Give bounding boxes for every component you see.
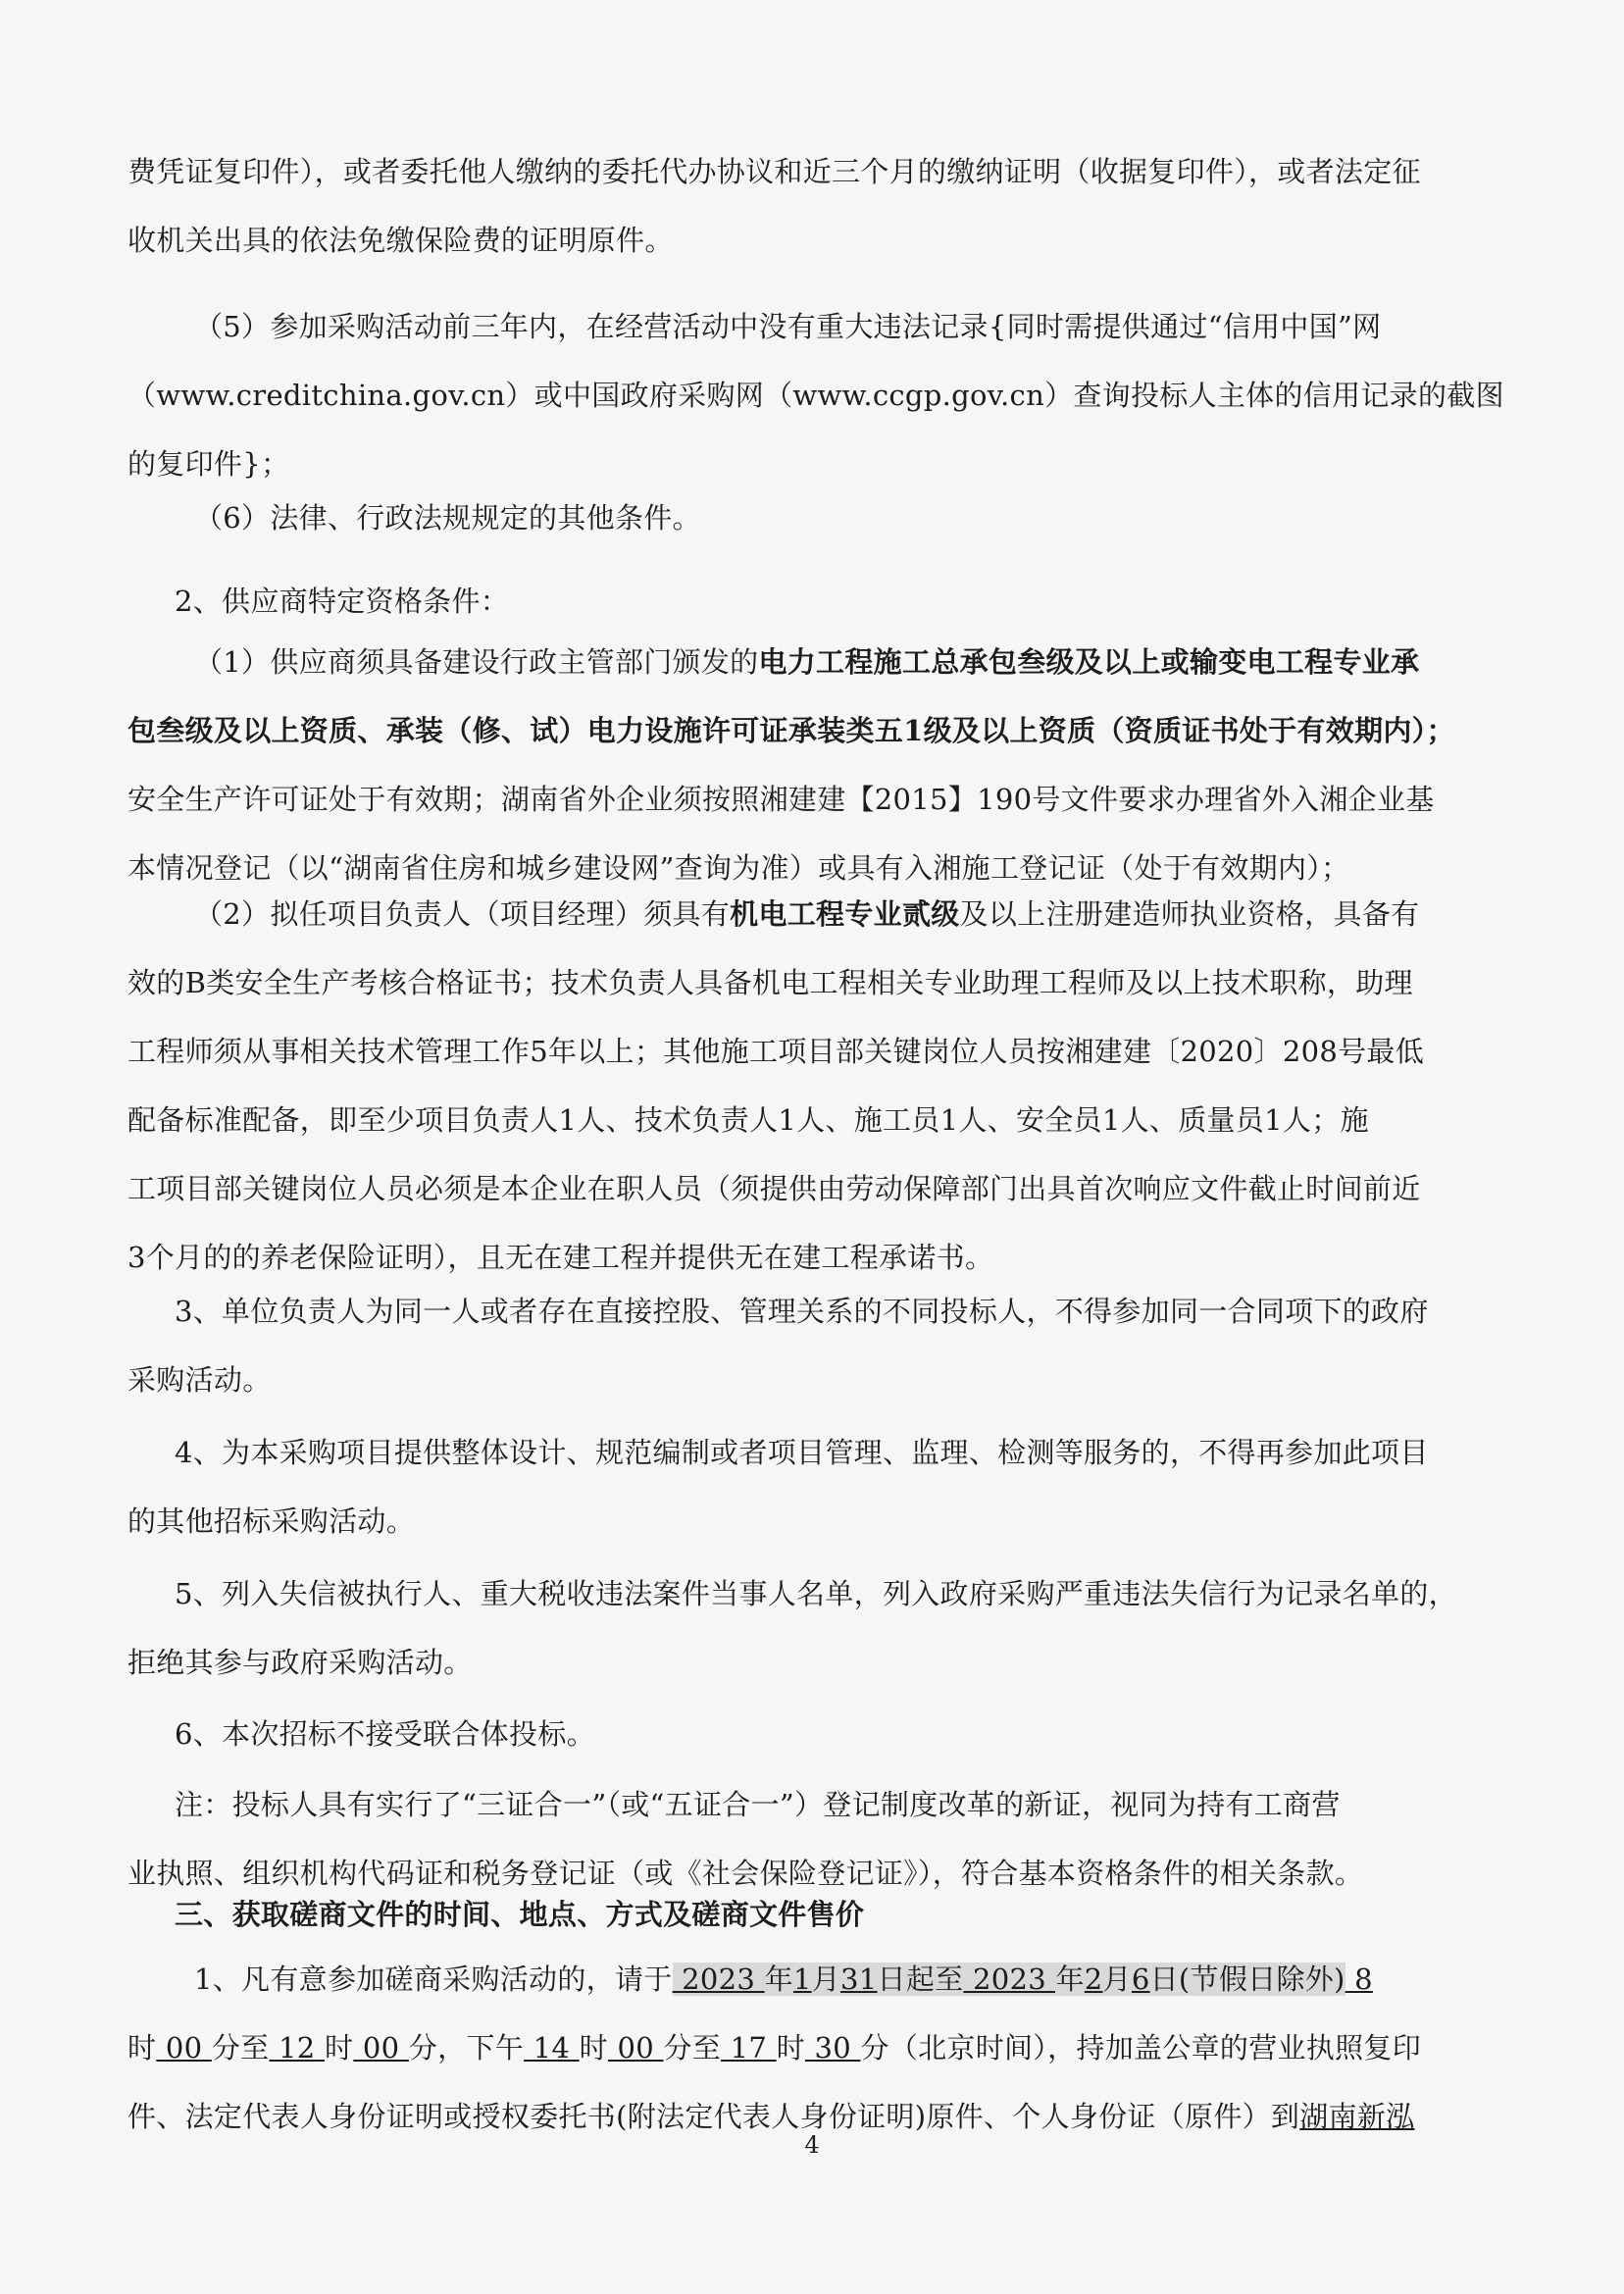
text-line: 2、供应商特定资格条件： [175,585,510,618]
morning-end-minute: 00 [353,2031,409,2065]
text-line [127,1945,1461,2014]
text-normal: 日起至 [877,1963,964,1996]
page-number: 4 [804,2131,820,2159]
section-3-title: 三、获取磋商文件的时间、地点、方式及磋商文件售价 [175,1898,865,1931]
text-normal: 年 [764,1963,793,1996]
paragraph-qualification-2 [127,880,1461,1292]
section-heading [127,1885,1461,1944]
text-normal: 件、法定代表人身份证明或授权委托书(附法定代表人身份证明)原件、个人身份证（原件）到 [127,2100,1300,2133]
text-line: 采购活动。 [127,1363,272,1397]
text-line: （www.creditchina.gov.cn）或中国政府采购网（www.ccgp.gov.cn）查询投标人主体的信用记录的截图 [127,379,1504,412]
paragraph-qualification-1 [127,628,1461,902]
text-line: 业执照、组织机构代码证和税务登记证（或《社会保险登记证》），符合基本资格条件的相关条款。 [127,1857,1364,1890]
text-line: （5）参加采购活动前三年内，在经营活动中没有重大违法记录{同时需提供通过“信用中国”网 [194,310,1382,343]
paragraph-item-4 [127,1418,1461,1555]
text-line: 5、列入失信被执行人、重大税收违法案件当事人名单，列入政府采购严重违法失信行为记录名单的， [175,1577,1457,1610]
afternoon-start-hour: 14 [524,2031,580,2065]
end-day: 6 [1131,1963,1150,1996]
start-year: 2023 [672,1963,765,1996]
morning-end-hour: 12 [269,2031,326,2065]
text-line: 的其他招标采购活动。 [127,1504,416,1538]
morning-start-hour: 8 [1345,1963,1373,1996]
paragraph-item-6 [127,484,1461,552]
text-normal: 时 [579,2031,608,2065]
paragraph-specific-qualifications [127,567,1461,636]
paragraph-acquisition-time [127,1945,1461,2151]
text-normal: （1）供应商须具备建设行政主管部门颁发的 [194,645,759,679]
text-line: 安全生产许可证处于有效期；湖南省外企业须按照湘建建【2015】190号文件要求办理省外入湘企业基 [127,783,1435,816]
text-normal: 1、凡有意参加磋商采购活动的，请于 [194,1963,673,1996]
text-bold: 电力工程施工总承包叁级及以上或输变电工程专业承 [758,645,1420,679]
text-normal: 时 [325,2031,354,2065]
end-year: 2023 [963,1963,1056,1996]
text-line: 4、为本采购项目提供整体设计、规范编制或者项目管理、监理、检测等服务的，不得再参加此项目 [175,1436,1429,1469]
text-line: 工程师须从事相关技术管理工作5年以上；其他施工项目部关键岗位人员按湘建建〔2020〕208号最低 [127,1035,1425,1068]
start-month: 1 [792,1963,812,1996]
text-bold: 机电工程专业贰级 [730,897,960,931]
text-line: 3个月的的养老保险证明），且无在建工程并提供无在建工程承诺书。 [127,1241,994,1274]
text-normal: 及以上注册建造师执业资格，具备有 [959,897,1420,931]
morning-start-minute: 00 [156,2031,212,2065]
text-line: 工项目部关键岗位人员必须是本企业在职人员（须提供由劳动保障部门出具首次响应文件截止时间前近 [127,1172,1421,1205]
text-normal: 分（北京时间），持加盖公章的营业执照复印 [860,2031,1422,2065]
text-normal: 年 [1055,1963,1085,1996]
text-line: （6）法律、行政法规规定的其他条件。 [194,501,701,535]
paragraph-item-3 [127,1277,1461,1414]
text-line: 本情况登记（以“湖南省住房和城乡建设网”查询为准）或具有入湘施工登记证（处于有效期内）； [127,851,1350,885]
afternoon-start-minute: 00 [607,2031,664,2065]
text-normal: 分至 [211,2031,270,2065]
text-line: 的复印件}； [127,447,290,481]
text-normal: 时 [776,2031,805,2065]
paragraph-item-5 [127,292,1504,498]
text-normal: 日(节假日除外) [1149,1963,1345,1996]
text-line-bold: 包叁级及以上资质、承装（修、试）电力设施许可证承装类五1级及以上资质（资质证书处于有效期内）； [127,714,1455,747]
text-line: 拒绝其参与政府采购活动。 [127,1646,473,1679]
text-line [127,628,1461,696]
text-normal: 月 [811,1963,840,1996]
text-normal: 分，下午 [408,2031,525,2065]
text-line [127,880,1461,948]
text-line: 注：投标人具有实行了“三证合一”（或“五证合一”）登记制度改革的新证，视同为持有工商营 [175,1788,1341,1821]
text-line: 费凭证复印件），或者委托他人缴纳的委托代办协议和近三个月的缴纳证明（收据复印件），或者法定征 [127,155,1421,188]
text-line: 效的B类安全生产考核合格证书；技术负责人具备机电工程相关专业助理工程师及以上技术职称，助理 [127,966,1413,999]
start-day: 31 [840,1963,878,1996]
text-line: 3、单位负责人为同一人或者存在直接控股、管理关系的不同投标人，不得参加同一合同项下的政府 [175,1295,1429,1328]
paragraph-item-5-dishonest [127,1559,1461,1697]
text-normal: 月 [1102,1963,1132,1996]
afternoon-end-hour: 17 [721,2031,777,2065]
end-month: 2 [1084,1963,1103,1996]
text-line: 收机关出具的依法免缴保险费的证明原件。 [127,224,674,257]
text-line: 6、本次招标不接受联合体投标。 [175,1717,595,1751]
text-normal: （2）拟任项目负责人（项目经理）须具有 [194,897,731,931]
location-name: 湖南新泓 [1299,2100,1415,2133]
text-normal: 时 [127,2031,157,2065]
paragraph-insurance-proof [127,137,1461,275]
text-line: 配备标准配备，即至少项目负责人1人、技术负责人1人、施工员1人、安全员1人、质量员1人；施 [127,1103,1369,1137]
text-line [127,2014,1461,2082]
text-normal: 分至 [663,2031,722,2065]
paragraph-item-6-consortium [127,1700,1461,1768]
afternoon-end-minute: 30 [804,2031,861,2065]
